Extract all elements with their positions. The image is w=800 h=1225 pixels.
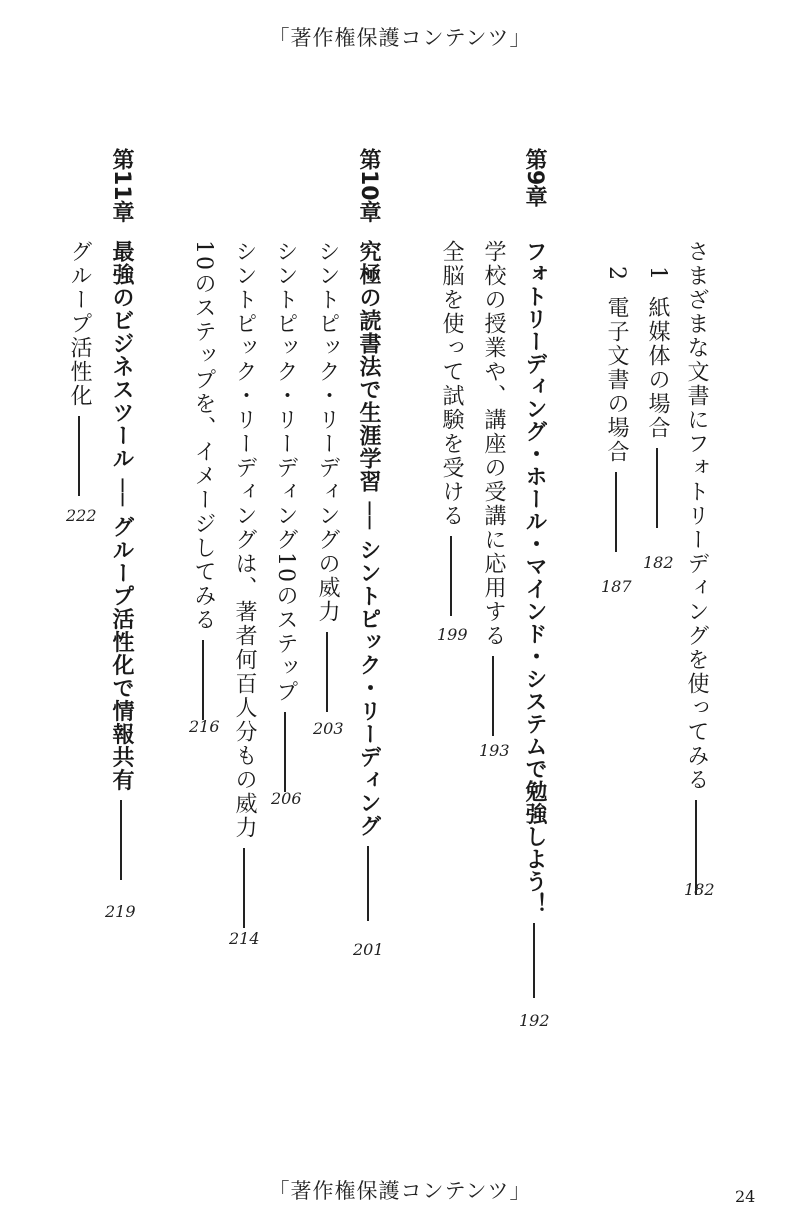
- leader-line: [78, 416, 80, 496]
- page-number: 24: [735, 1187, 756, 1206]
- page-number-ref: 219: [105, 902, 136, 921]
- toc-entry-10-1[interactable]: [316, 240, 338, 720]
- chapter-label-text: 第11章: [109, 148, 134, 223]
- chapter-label-text: 第10章: [356, 148, 381, 223]
- chapter-title-10[interactable]: [357, 240, 379, 929]
- toc-entry-text: 紙媒体の場合: [645, 296, 670, 440]
- toc-entry-10-3[interactable]: [233, 240, 255, 936]
- page-number-ref: 199: [437, 625, 468, 644]
- chapter-label-9: 第9章: [522, 148, 547, 208]
- toc-entry-text: シントピック・リーディングは、著者何百人分もの威力: [232, 240, 257, 840]
- leader-line: [284, 712, 286, 792]
- toc-entry-11-1[interactable]: [68, 240, 90, 504]
- page-number-ref: 182: [684, 880, 715, 899]
- chapter-title-text: フォトリーディング・ホール・マインド・システムで勉強しよう！: [522, 240, 547, 915]
- chapter-label-11: [110, 148, 132, 223]
- toc-entry-lead-1[interactable]: [646, 266, 668, 536]
- leader-line: [243, 848, 245, 928]
- toc-entry-text: 全脳を使って試験を受ける: [439, 240, 464, 528]
- toc-entry-text: さまざまな文書にフォトリーディングを使ってみる: [684, 240, 709, 792]
- toc-entry-10-4[interactable]: [192, 240, 214, 728]
- toc-entry-text: 電子文書の場合: [604, 296, 629, 464]
- page-number-ref: 216: [189, 717, 220, 736]
- page-number-ref: 222: [66, 506, 97, 525]
- leader-line: [533, 923, 535, 998]
- toc-entry-text: 学校の授業や、講座の受講に応用する: [481, 240, 506, 648]
- toc-entry-9-1[interactable]: [482, 240, 504, 744]
- leader-line: [326, 632, 328, 712]
- copyright-notice-bottom: 「著作権保護コンテンツ」: [268, 1179, 532, 1203]
- page-number-ref: 203: [313, 719, 344, 738]
- chapter-title-text: 最強のビジネスツール ── グループ活性化で情報共有: [109, 240, 134, 792]
- page-number-ref: 193: [479, 741, 510, 760]
- page-number-ref: 201: [353, 940, 384, 959]
- toc-entry-text: 10のステップを、イメージしてみる: [191, 240, 216, 632]
- toc-entry-text: シントピック・リーディングの威力: [315, 240, 340, 624]
- chapter-title-9[interactable]: [523, 240, 545, 1006]
- leader-line: [615, 472, 617, 552]
- page-number-ref: 187: [601, 577, 632, 596]
- toc-entry-text: シントピック・リーディング10のステップ: [273, 240, 298, 704]
- toc-entry-text: グループ活性化: [67, 240, 92, 408]
- leader-line: [367, 846, 369, 921]
- toc-entry-lead-2[interactable]: [605, 266, 627, 560]
- copyright-notice-top: 「著作権保護コンテンツ」: [268, 26, 532, 50]
- toc-entry-9-2[interactable]: [440, 240, 462, 624]
- chapter-title-11[interactable]: [110, 240, 132, 888]
- leader-line: [450, 536, 452, 616]
- leader-line: [202, 640, 204, 720]
- page-number-ref: 206: [271, 789, 302, 808]
- item-number: 2: [604, 266, 629, 282]
- toc-entry-lead[interactable]: [685, 240, 707, 903]
- page-number-ref: 192: [519, 1011, 550, 1030]
- toc-entry-10-2[interactable]: [274, 240, 296, 800]
- leader-line: [120, 800, 122, 880]
- page-number-ref: 182: [643, 553, 674, 572]
- item-number: 1: [645, 266, 670, 282]
- leader-line: [492, 656, 494, 736]
- chapter-label-10: [357, 148, 379, 223]
- leader-line: [656, 448, 658, 528]
- page-number-ref: 214: [229, 929, 260, 948]
- chapter-title-text: 究極の読書法で生涯学習 ── シントピック・リーディング: [356, 240, 381, 838]
